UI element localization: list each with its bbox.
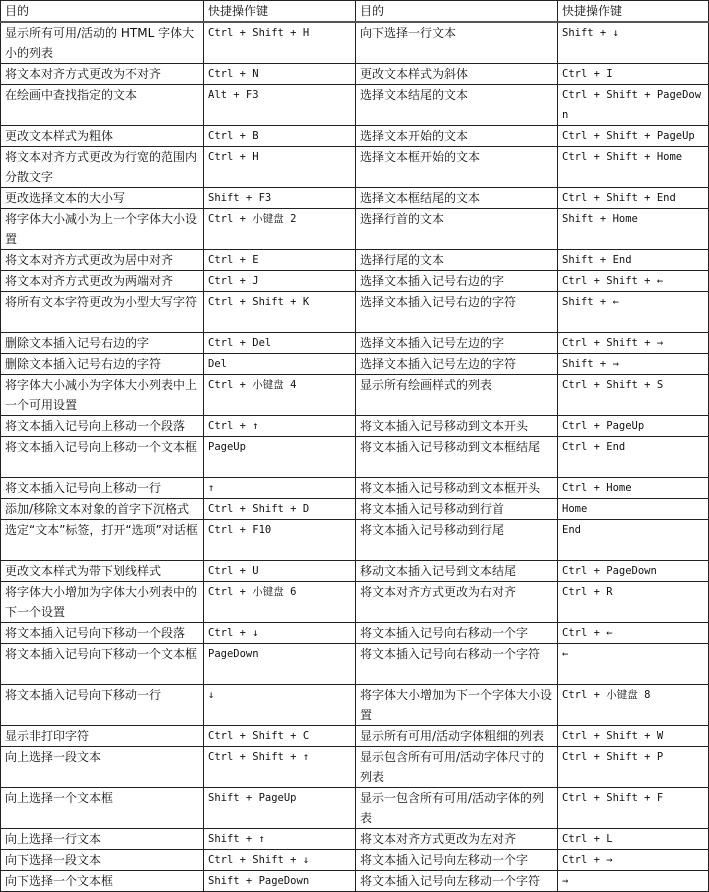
purpose-cell: 将文本对齐方式更改为两端对齐 — [1, 271, 204, 292]
table-row — [1, 726, 709, 747]
purpose-cell: 将字体大小增加为字体大小列表中的下一个设置 — [1, 582, 204, 623]
purpose-cell: 将所有文本字符更改为小型大写字符 — [1, 292, 204, 333]
purpose-cell: 选定“文本”标签，打开“选项”对话框 — [1, 520, 204, 561]
purpose-cell: 将文本插入记号移动到文本开头 — [356, 416, 558, 437]
shortcut-cell: Ctrl + Shift + P — [558, 747, 709, 788]
header-purpose: 目的 — [1, 1, 204, 23]
purpose-cell: 向上选择一段文本 — [1, 747, 204, 788]
purpose-cell: 将文本插入记号向下移动一个段落 — [1, 623, 204, 644]
shortcut-cell: Ctrl + U — [204, 561, 356, 582]
purpose-cell: 在绘画中查找指定的文本 — [1, 85, 204, 126]
purpose-cell: 选择文本框结尾的文本 — [356, 188, 558, 209]
purpose-cell: 选择文本插入记号右边的字符 — [356, 292, 558, 333]
shortcut-cell: Ctrl + Shift + PageDown — [558, 85, 709, 126]
purpose-cell: 选择文本插入记号右边的字 — [356, 271, 558, 292]
table-row — [1, 271, 709, 292]
purpose-cell: 向下选择一个文本框 — [1, 871, 204, 892]
shortcut-cell: Ctrl + → — [558, 850, 709, 871]
purpose-cell: 将文本插入记号移动到文本框开头 — [356, 478, 558, 499]
purpose-cell: 显示所有可用/活动字体粗细的列表 — [356, 726, 558, 747]
purpose-cell: 将文本对齐方式更改为行宽的范围内分散文字 — [1, 147, 204, 188]
shortcut-cell: Ctrl + Shift + End — [558, 188, 709, 209]
purpose-cell: 将文本插入记号向上移动一个段落 — [1, 416, 204, 437]
shortcut-cell: Ctrl + R — [558, 582, 709, 623]
shortcut-cell: PageDown — [204, 644, 356, 685]
table-row — [1, 354, 709, 375]
table-row — [1, 147, 709, 188]
purpose-cell: 移动文本插入记号到文本结尾 — [356, 561, 558, 582]
table-row — [1, 644, 709, 685]
purpose-cell: 向上选择一个文本框 — [1, 788, 204, 829]
shortcut-cell: Ctrl + ← — [558, 623, 709, 644]
shortcut-cell: Shift + End — [558, 250, 709, 271]
shortcut-cell: Ctrl + B — [204, 126, 356, 147]
shortcut-cell: Shift + ↑ — [204, 829, 356, 850]
shortcut-cell: Ctrl + Shift + ↓ — [204, 850, 356, 871]
shortcut-cell: Ctrl + ↓ — [204, 623, 356, 644]
purpose-cell: 将文本对齐方式更改为右对齐 — [356, 582, 558, 623]
purpose-cell: 选择文本插入记号左边的字符 — [356, 354, 558, 375]
shortcut-cell: Ctrl + Shift + PageUp — [558, 126, 709, 147]
purpose-cell: 删除文本插入记号右边的字 — [1, 333, 204, 354]
purpose-cell: 显示所有可用/活动的 HTML 字体大小的列表 — [1, 22, 204, 64]
shortcut-cell: Ctrl + Home — [558, 478, 709, 499]
shortcut-cell: Ctrl + 小键盘 4 — [204, 375, 356, 416]
shortcut-cell: Shift + ↓ — [558, 22, 709, 64]
shortcut-cell: Shift + PageDown — [204, 871, 356, 892]
purpose-cell: 添加/移除文本对象的首字下沉格式 — [1, 499, 204, 520]
purpose-cell: 选择文本框开始的文本 — [356, 147, 558, 188]
shortcut-cell: Ctrl + ↑ — [204, 416, 356, 437]
table-row — [1, 85, 709, 126]
shortcut-cell: Ctrl + Shift + C — [204, 726, 356, 747]
table-row — [1, 520, 709, 561]
purpose-cell: 将字体大小增加为下一个字体大小设置 — [356, 685, 558, 726]
purpose-cell: 将文本插入记号移动到文本框结尾 — [356, 437, 558, 478]
purpose-cell: 选择行尾的文本 — [356, 250, 558, 271]
table-row — [1, 64, 709, 85]
header-shortcut: 快捷操作键 — [204, 1, 356, 23]
shortcut-cell: Ctrl + Shift + H — [204, 22, 356, 64]
table-row — [1, 850, 709, 871]
purpose-cell: 选择文本开始的文本 — [356, 126, 558, 147]
purpose-cell: 更改文本样式为带下划线样式 — [1, 561, 204, 582]
shortcut-cell: Shift + F3 — [204, 188, 356, 209]
purpose-cell: 将文本插入记号向上移动一个文本框 — [1, 437, 204, 478]
shortcut-cell: ↓ — [204, 685, 356, 726]
shortcut-cell: Ctrl + 小键盘 8 — [558, 685, 709, 726]
purpose-cell: 选择文本结尾的文本 — [356, 85, 558, 126]
shortcut-cell: Ctrl + Shift + ← — [558, 271, 709, 292]
shortcut-cell: Ctrl + Shift + S — [558, 375, 709, 416]
shortcut-cell: Ctrl + N — [204, 64, 356, 85]
table-row — [1, 437, 709, 478]
shortcut-cell: Ctrl + Shift + → — [558, 333, 709, 354]
purpose-cell: 选择行首的文本 — [356, 209, 558, 250]
purpose-cell: 更改选择文本的大小写 — [1, 188, 204, 209]
purpose-cell: 更改文本样式为斜体 — [356, 64, 558, 85]
table-row — [1, 292, 709, 333]
table-row — [1, 788, 709, 829]
purpose-cell: 将字体大小减小为字体大小列表中上一个可用设置 — [1, 375, 204, 416]
table-row — [1, 829, 709, 850]
shortcut-cell: Ctrl + Shift + D — [204, 499, 356, 520]
purpose-cell: 将文本插入记号向下移动一个文本框 — [1, 644, 204, 685]
purpose-cell: 显示包含所有可用/活动字体尺寸的列表 — [356, 747, 558, 788]
shortcut-cell: Ctrl + L — [558, 829, 709, 850]
header-shortcut: 快捷操作键 — [558, 1, 709, 23]
shortcut-cell: Ctrl + F10 — [204, 520, 356, 561]
table-row — [1, 499, 709, 520]
shortcut-cell: Ctrl + PageUp — [558, 416, 709, 437]
table-row — [1, 623, 709, 644]
table-row — [1, 871, 709, 892]
purpose-cell: 向下选择一行文本 — [356, 22, 558, 64]
purpose-cell: 显示一包含所有可用/活动字体的列表 — [356, 788, 558, 829]
purpose-cell: 删除文本插入记号右边的字符 — [1, 354, 204, 375]
purpose-cell: 将文本插入记号移动到行尾 — [356, 520, 558, 561]
purpose-cell: 显示所有绘画样式的列表 — [356, 375, 558, 416]
shortcut-cell: Del — [204, 354, 356, 375]
shortcut-cell: Ctrl + Shift + K — [204, 292, 356, 333]
shortcut-cell: Ctrl + E — [204, 250, 356, 271]
purpose-cell: 将文本插入记号移动到行首 — [356, 499, 558, 520]
shortcut-cell: Ctrl + End — [558, 437, 709, 478]
table-row — [1, 22, 709, 64]
shortcut-cell: Ctrl + Shift + W — [558, 726, 709, 747]
purpose-cell: 将文本对齐方式更改为居中对齐 — [1, 250, 204, 271]
purpose-cell: 将文本对齐方式更改为不对齐 — [1, 64, 204, 85]
purpose-cell: 将文本插入记号向左移动一个字符 — [356, 871, 558, 892]
shortcut-cell: Ctrl + I — [558, 64, 709, 85]
table-row — [1, 582, 709, 623]
purpose-cell: 将字体大小减小为上一个字体大小设置 — [1, 209, 204, 250]
shortcut-cell: Ctrl + 小键盘 6 — [204, 582, 356, 623]
shortcut-cell: Shift + → — [558, 354, 709, 375]
shortcut-cell: Ctrl + Shift + F — [558, 788, 709, 829]
header-purpose: 目的 — [356, 1, 558, 23]
purpose-cell: 向下选择一段文本 — [1, 850, 204, 871]
table-row — [1, 416, 709, 437]
table-row — [1, 126, 709, 147]
shortcut-cell: Shift + PageUp — [204, 788, 356, 829]
purpose-cell: 显示非打印字符 — [1, 726, 204, 747]
shortcut-cell: ↑ — [204, 478, 356, 499]
shortcut-cell: Ctrl + J — [204, 271, 356, 292]
purpose-cell: 向上选择一行文本 — [1, 829, 204, 850]
shortcut-cell: Ctrl + H — [204, 147, 356, 188]
purpose-cell: 更改文本样式为粗体 — [1, 126, 204, 147]
shortcut-cell: Ctrl + Shift + ↑ — [204, 747, 356, 788]
header-row — [1, 1, 709, 23]
purpose-cell: 将文本插入记号向右移动一个字 — [356, 623, 558, 644]
table-row — [1, 478, 709, 499]
shortcut-cell: End — [558, 520, 709, 561]
table-row — [1, 561, 709, 582]
purpose-cell: 将文本插入记号向右移动一个字符 — [356, 644, 558, 685]
shortcut-cell: Ctrl + PageDown — [558, 561, 709, 582]
shortcut-cell: Alt + F3 — [204, 85, 356, 126]
purpose-cell: 将文本对齐方式更改为左对齐 — [356, 829, 558, 850]
shortcut-cell: Home — [558, 499, 709, 520]
table-row — [1, 375, 709, 416]
shortcut-cell: Shift + ← — [558, 292, 709, 333]
purpose-cell: 将文本插入记号向上移动一行 — [1, 478, 204, 499]
table-row — [1, 685, 709, 726]
shortcut-cell: ← — [558, 644, 709, 685]
purpose-cell: 将文本插入记号向下移动一行 — [1, 685, 204, 726]
shortcut-cell: Ctrl + 小键盘 2 — [204, 209, 356, 250]
shortcut-cell: Shift + Home — [558, 209, 709, 250]
shortcut-cell: Ctrl + Shift + Home — [558, 147, 709, 188]
shortcut-cell: PageUp — [204, 437, 356, 478]
table-row — [1, 209, 709, 250]
table-row — [1, 188, 709, 209]
table-row — [1, 250, 709, 271]
shortcut-cell: → — [558, 871, 709, 892]
shortcut-cell: Ctrl + Del — [204, 333, 356, 354]
table-row — [1, 747, 709, 788]
table-row — [1, 333, 709, 354]
purpose-cell: 将文本插入记号向左移动一个字 — [356, 850, 558, 871]
purpose-cell: 选择文本插入记号左边的字 — [356, 333, 558, 354]
